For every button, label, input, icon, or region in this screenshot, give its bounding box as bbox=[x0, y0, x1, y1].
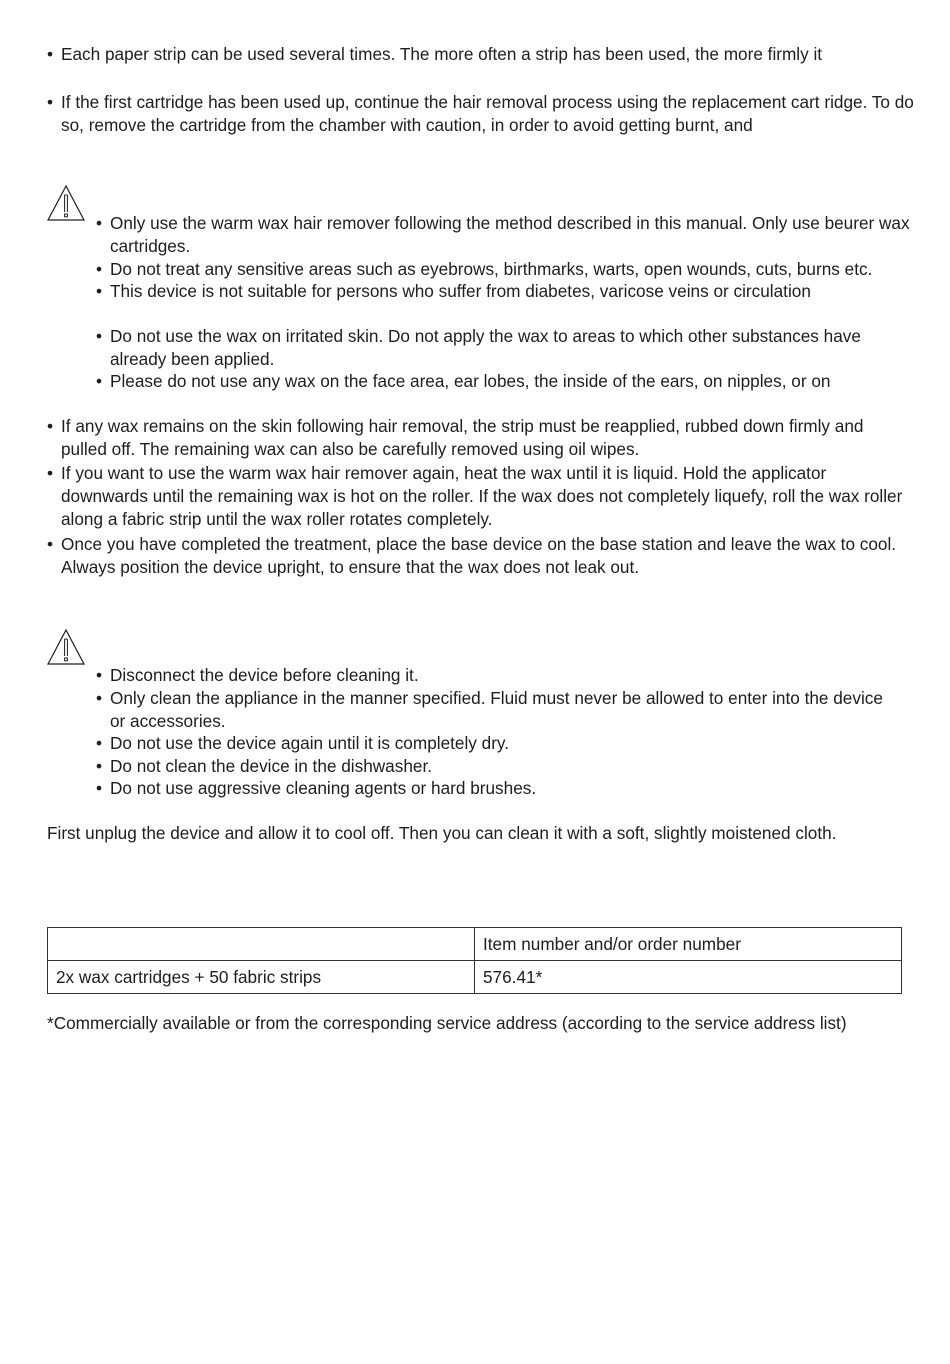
bullet-dot: • bbox=[96, 756, 103, 776]
bullet-dot: • bbox=[96, 733, 103, 753]
table-header-cell: Item number and/or order number bbox=[475, 928, 902, 961]
footnote: *Commercially available or from the corresponding service address (according to the service address list) bbox=[47, 1013, 847, 1033]
bullet-dot: • bbox=[96, 326, 103, 346]
warning-item-text: Please do not use any wax on the face area, ear lobes, the inside of the ears, on nipples, or on bbox=[110, 371, 831, 391]
cleaning-warning-item bbox=[96, 687, 900, 733]
usage-bullet bbox=[47, 43, 921, 66]
cleaning-warning-item bbox=[96, 732, 920, 755]
bullet-dot: • bbox=[47, 44, 54, 64]
bullet-dot: • bbox=[96, 281, 103, 301]
cleaning-warning-text: Only clean the appliance in the manner specified. Fluid must never be allowed to enter into the device or accessories. bbox=[110, 688, 883, 731]
warning-item-text: This device is not suitable for persons who suffer from diabetes, varicose veins or circulation bbox=[110, 281, 811, 301]
table-cell-item-number: 576.41* bbox=[475, 961, 902, 994]
usage-bullet-text: Each paper strip can be used several times. The more often a strip has been used, the more firmly it bbox=[61, 44, 823, 64]
cleaning-warning-text: Do not clean the device in the dishwasher. bbox=[110, 756, 432, 776]
table-row bbox=[48, 961, 902, 994]
bullet-dot: • bbox=[47, 416, 54, 436]
bullet-dot: • bbox=[47, 534, 54, 554]
bullet-dot: • bbox=[96, 213, 103, 233]
warning-item bbox=[96, 370, 920, 393]
bullet-dot: • bbox=[47, 463, 54, 483]
after-use-bullet bbox=[47, 462, 903, 531]
table-header-row bbox=[48, 928, 902, 961]
warning-item bbox=[96, 280, 920, 303]
warning-item-text: Do not use the wax on irritated skin. Do not apply the wax to areas to which other substances have already been applied. bbox=[110, 326, 861, 369]
warning-item bbox=[96, 325, 890, 371]
cleaning-warning-text: Do not use aggressive cleaning agents or hard brushes. bbox=[110, 778, 537, 798]
warning-item bbox=[96, 258, 930, 281]
table-header-cell bbox=[48, 928, 475, 961]
bullet-dot: • bbox=[47, 92, 54, 112]
warning-item bbox=[96, 212, 920, 258]
bullet-dot: • bbox=[96, 688, 103, 708]
cleaning-instructions: First unplug the device and allow it to cool off. Then you can clean it with a soft, slightly moistened cloth. bbox=[47, 823, 837, 843]
table-cell-part: 2x wax cartridges + 50 fabric strips bbox=[48, 961, 475, 994]
bullet-dot: • bbox=[96, 259, 103, 279]
after-use-bullet-text: If you want to use the warm wax hair remover again, heat the wax until it is liquid. Hold the applicator downwards until the remaining wax is hot on the roller. If the wax does not completely liquefy, roll the wax roller along a fabric strip until the wax roller rotates completely. bbox=[61, 463, 903, 529]
usage-bullet bbox=[47, 91, 921, 137]
parts-table bbox=[47, 927, 902, 994]
after-use-bullet bbox=[47, 415, 903, 461]
bullet-dot: • bbox=[96, 665, 103, 685]
after-use-bullet-text: Once you have completed the treatment, place the base device on the base station and leave the wax to cool. Always position the device upright, to ensure that the wax does not leak out. bbox=[61, 534, 897, 577]
bullet-dot: • bbox=[96, 778, 103, 798]
warning-triangle-icon bbox=[46, 184, 86, 222]
after-use-bullet bbox=[47, 533, 921, 579]
warning-triangle-icon bbox=[46, 628, 86, 666]
cleaning-warning-text: Do not use the device again until it is completely dry. bbox=[110, 733, 510, 753]
usage-bullet-text: If the first cartridge has been used up, continue the hair removal process using the replacement cart ridge. To do so, remove the cartridge from the chamber with caution, in order to avoid getting burnt, and bbox=[61, 92, 914, 135]
cleaning-warning-item bbox=[96, 777, 920, 800]
warning-item-text: Do not treat any sensitive areas such as eyebrows, birthmarks, warts, open wounds, cuts, burns etc. bbox=[110, 259, 873, 279]
cleaning-warning-text: Disconnect the device before cleaning it. bbox=[110, 665, 419, 685]
bullet-dot: • bbox=[96, 371, 103, 391]
cleaning-warning-item bbox=[96, 755, 920, 778]
after-use-bullet-text: If any wax remains on the skin following hair removal, the strip must be reapplied, rubbed down firmly and pulled off. The remaining wax can also be carefully removed using oil wipes. bbox=[61, 416, 864, 459]
cleaning-warning-item bbox=[96, 664, 920, 687]
warning-item-text: Only use the warm wax hair remover following the method described in this manual. Only use beurer wax cartridges. bbox=[110, 213, 910, 256]
